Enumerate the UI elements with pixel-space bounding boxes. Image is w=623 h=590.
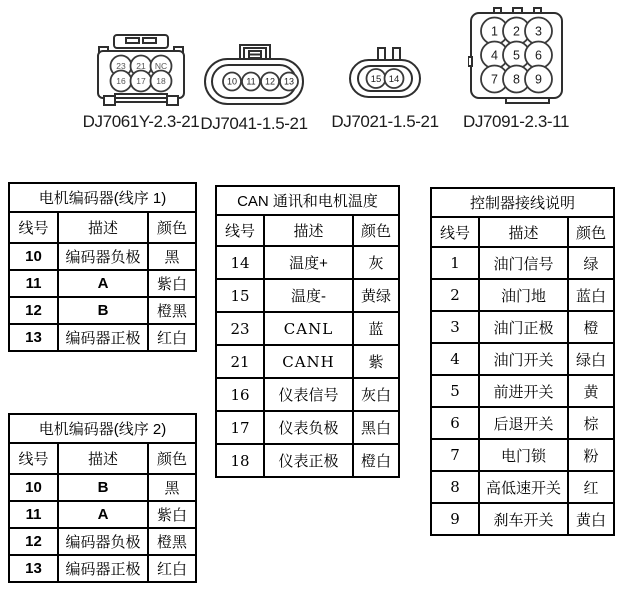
cell-line-no: 4 xyxy=(431,343,479,375)
cell-line-no: 14 xyxy=(216,246,264,279)
cell-line-no: 21 xyxy=(216,345,264,378)
cell-line-no: 7 xyxy=(431,439,479,471)
cell-color: 蓝 xyxy=(353,312,399,345)
cell-line-no: 11 xyxy=(9,270,58,297)
pin-label: 7 xyxy=(490,72,498,87)
cell-color: 棕 xyxy=(568,407,614,439)
col-header-color: 颜色 xyxy=(353,215,399,246)
cell-color: 灰白 xyxy=(353,378,399,411)
cell-color: 蓝白 xyxy=(568,279,614,311)
cell-line-no: 2 xyxy=(431,279,479,311)
cell-description: 温度+ xyxy=(264,246,353,279)
pin-label: 21 xyxy=(136,61,146,71)
pin-label: 23 xyxy=(116,61,126,71)
pin-label: 4 xyxy=(490,48,498,63)
table-row xyxy=(431,311,614,343)
cell-line-no: 6 xyxy=(431,407,479,439)
cell-description: B xyxy=(58,297,148,324)
pin-label: 3 xyxy=(534,24,542,39)
table-row xyxy=(9,243,196,270)
pin-label: 13 xyxy=(283,76,295,87)
table-row xyxy=(9,474,196,501)
connector-drawing-2pin xyxy=(347,47,423,105)
cell-color: 橙黑 xyxy=(148,528,196,555)
cell-description: 编码器负极 xyxy=(58,243,148,270)
connector-figure-dj7041 xyxy=(195,44,313,134)
table-row xyxy=(431,407,614,439)
cell-line-no: 1 xyxy=(431,247,479,279)
col-header-color: 颜色 xyxy=(148,443,196,474)
cell-line-no: 15 xyxy=(216,279,264,312)
pin-label: 16 xyxy=(116,76,126,86)
cell-description: A xyxy=(58,501,148,528)
cell-description: 编码器负极 xyxy=(58,528,148,555)
cell-color: 绿 xyxy=(568,247,614,279)
connector-label: DJ7041-1.5-21 xyxy=(200,114,308,133)
cell-line-no: 13 xyxy=(9,555,58,582)
cell-description: 油门地 xyxy=(479,279,568,311)
col-header-line-no: 线号 xyxy=(431,217,479,247)
col-header-description: 描述 xyxy=(58,212,148,243)
cell-line-no: 10 xyxy=(9,243,58,270)
col-header-description: 描述 xyxy=(479,217,568,247)
connector-label: DJ7021-1.5-21 xyxy=(331,112,439,131)
table-row xyxy=(216,312,399,345)
connector-figure-dj7021 xyxy=(331,47,439,132)
cell-line-no: 12 xyxy=(9,297,58,324)
table-row xyxy=(9,324,196,351)
connector-drawing-6pin xyxy=(95,32,187,108)
cell-description: 油门正极 xyxy=(479,311,568,343)
table-row xyxy=(431,279,614,311)
cell-color: 绿白 xyxy=(568,343,614,375)
table-row xyxy=(9,528,196,555)
cell-line-no: 18 xyxy=(216,444,264,477)
table-row xyxy=(431,343,614,375)
pin-label: 12 xyxy=(264,76,276,87)
col-header-line-no: 线号 xyxy=(216,215,264,246)
cell-color: 橙白 xyxy=(353,444,399,477)
table-row xyxy=(9,270,196,297)
pin-label: 5 xyxy=(512,48,520,63)
col-header-color: 颜色 xyxy=(148,212,196,243)
cell-line-no: 17 xyxy=(216,411,264,444)
cell-color: 黄白 xyxy=(568,503,614,535)
table-motor-encoder-seq1 xyxy=(8,182,197,352)
table-row xyxy=(216,411,399,444)
cell-color: 粉 xyxy=(568,439,614,471)
cell-color: 红 xyxy=(568,471,614,503)
connector-figure-dj7061y xyxy=(78,32,204,132)
table-row xyxy=(431,247,614,279)
pin-label: 11 xyxy=(246,76,256,87)
connector-drawing-9pin xyxy=(468,7,565,104)
table-row xyxy=(431,471,614,503)
cell-color: 紫 xyxy=(353,345,399,378)
cell-description: 刹车开关 xyxy=(479,503,568,535)
cell-line-no: 8 xyxy=(431,471,479,503)
cell-line-no: 23 xyxy=(216,312,264,345)
table-title: 电机编码器(线序 2) xyxy=(9,414,196,443)
cell-description: 仪表负极 xyxy=(264,411,353,444)
cell-color: 黄绿 xyxy=(353,279,399,312)
pin-label: 8 xyxy=(512,72,520,87)
cell-description: 仪表信号 xyxy=(264,378,353,411)
cell-line-no: 9 xyxy=(431,503,479,535)
pin-label: 10 xyxy=(226,76,238,87)
cell-line-no: 10 xyxy=(9,474,58,501)
cell-color: 红白 xyxy=(148,555,196,582)
table-row xyxy=(9,555,196,582)
cell-description: CANL xyxy=(264,312,353,345)
connector-label: DJ7061Y-2.3-21 xyxy=(82,112,200,131)
table-can-motor-temp xyxy=(215,185,400,478)
table-row xyxy=(216,279,399,312)
cell-description: 后退开关 xyxy=(479,407,568,439)
connector-label: DJ7091-2.3-11 xyxy=(463,112,569,131)
table-row xyxy=(216,444,399,477)
table-row xyxy=(431,439,614,471)
cell-line-no: 5 xyxy=(431,375,479,407)
cell-line-no: 12 xyxy=(9,528,58,555)
cell-color: 灰 xyxy=(353,246,399,279)
pin-label: 17 xyxy=(136,76,146,86)
cell-description: 油门开关 xyxy=(479,343,568,375)
table-motor-encoder-seq2 xyxy=(8,413,197,583)
cell-color: 紫白 xyxy=(148,501,196,528)
table-row xyxy=(216,378,399,411)
table-row xyxy=(216,345,399,378)
cell-line-no: 3 xyxy=(431,311,479,343)
cell-color: 橙 xyxy=(568,311,614,343)
table-row xyxy=(9,501,196,528)
cell-description: 编码器正极 xyxy=(58,324,148,351)
cell-line-no: 16 xyxy=(216,378,264,411)
cell-color: 黄 xyxy=(568,375,614,407)
pin-label: 2 xyxy=(512,24,520,39)
cell-description: CANH xyxy=(264,345,353,378)
table-row xyxy=(431,503,614,535)
connector-drawing-4pin xyxy=(203,44,305,106)
pin-label: 6 xyxy=(534,48,542,63)
pin-label: 14 xyxy=(388,74,400,85)
pin-label: 15 xyxy=(370,74,382,85)
cell-description: 电门锁 xyxy=(479,439,568,471)
cell-color: 橙黑 xyxy=(148,297,196,324)
cell-color: 紫白 xyxy=(148,270,196,297)
pin-label: NC xyxy=(154,61,168,71)
col-header-line-no: 线号 xyxy=(9,212,58,243)
table-controller-wiring xyxy=(430,187,615,536)
cell-line-no: 13 xyxy=(9,324,58,351)
cell-color: 黑 xyxy=(148,474,196,501)
pin-label: 18 xyxy=(156,76,166,86)
cell-description: 高低速开关 xyxy=(479,471,568,503)
table-row xyxy=(9,297,196,324)
pin-label: 1 xyxy=(490,24,498,39)
connector-figure-dj7091 xyxy=(454,7,578,132)
table-title: 电机编码器(线序 1) xyxy=(9,183,196,212)
cell-description: 油门信号 xyxy=(479,247,568,279)
cell-description: 仪表正极 xyxy=(264,444,353,477)
cell-description: 温度- xyxy=(264,279,353,312)
table-row xyxy=(431,375,614,407)
col-header-color: 颜色 xyxy=(568,217,614,247)
cell-line-no: 11 xyxy=(9,501,58,528)
table-title: 控制器接线说明 xyxy=(431,188,614,217)
cell-description: 编码器正极 xyxy=(58,555,148,582)
table-title: CAN 通讯和电机温度 xyxy=(216,186,399,215)
cell-color: 黑 xyxy=(148,243,196,270)
col-header-description: 描述 xyxy=(58,443,148,474)
pin-label: 9 xyxy=(534,72,542,87)
cell-description: A xyxy=(58,270,148,297)
cell-color: 红白 xyxy=(148,324,196,351)
col-header-description: 描述 xyxy=(264,215,353,246)
cell-description: B xyxy=(58,474,148,501)
col-header-line-no: 线号 xyxy=(9,443,58,474)
cell-color: 黑白 xyxy=(353,411,399,444)
table-row xyxy=(216,246,399,279)
cell-description: 前进开关 xyxy=(479,375,568,407)
